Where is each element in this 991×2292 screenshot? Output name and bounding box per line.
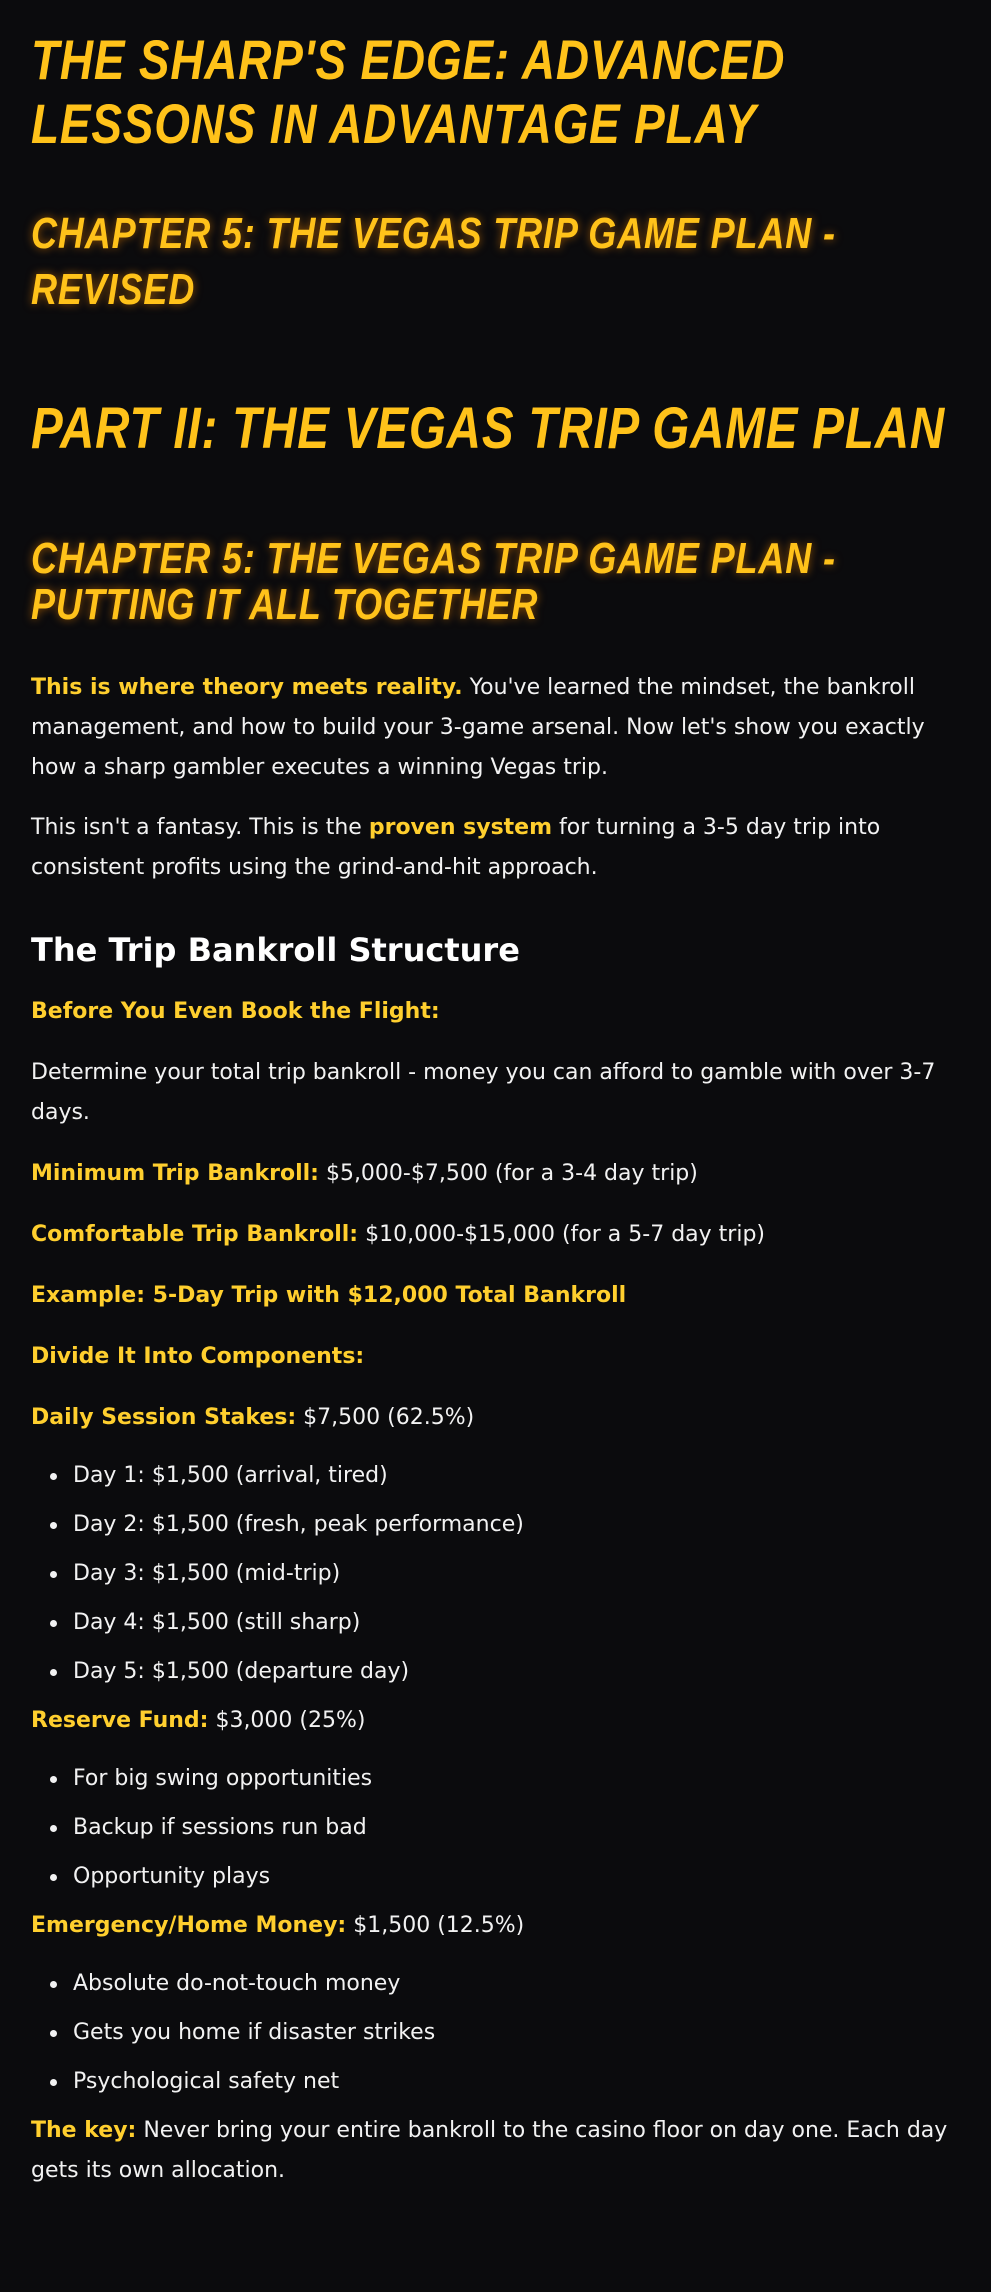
list-item: Gets you home if disaster strikes: [73, 2013, 960, 2053]
list-item: Day 4: $1,500 (still sharp): [73, 1603, 960, 1643]
min-bankroll-value: $5,000-$7,500 (for a 3-4 day trip): [318, 1161, 698, 1186]
section-heading: The Trip Bankroll Structure: [31, 931, 520, 969]
reserve-line: [31, 1701, 960, 1741]
comfortable-bankroll-label: Comfortable Trip Bankroll:: [31, 1222, 359, 1247]
determine-paragraph: Determine your total trip bankroll - money you can afford to gamble with over 3-7 days.: [31, 1060, 936, 1125]
chapter-together-heading: CHAPTER 5: THE VEGAS TRIP GAME PLAN - PUTTING IT ALL TOGETHER: [31, 534, 836, 629]
intro2-bold: proven system: [368, 815, 553, 840]
example-heading: Example: 5-Day Trip with $12,000 Total Bankroll: [31, 1283, 627, 1308]
intro-paragraph-2: [31, 808, 960, 888]
before-book-label: Before You Even Book the Flight:: [31, 999, 440, 1024]
list-item: Absolute do-not-touch money: [73, 1964, 960, 2004]
emergency-line: [31, 1906, 960, 1946]
list-item: Psychological safety net: [73, 2062, 960, 2102]
list-item: Day 5: $1,500 (departure day): [73, 1652, 960, 1692]
daily-stakes-value: $7,500 (62.5%): [296, 1405, 475, 1430]
reserve-list: [31, 1759, 960, 1897]
min-bankroll-line: [31, 1154, 960, 1194]
daily-stakes-line: [31, 1398, 960, 1438]
emergency-value: $1,500 (12.5%): [346, 1913, 525, 1938]
reserve-label: Reserve Fund:: [31, 1708, 209, 1733]
intro2-text-a: This isn't a fantasy. This is the: [31, 815, 369, 840]
part-title: PART II: THE VEGAS TRIP GAME PLAN: [31, 396, 946, 461]
list-item: Day 2: $1,500 (fresh, peak performance): [73, 1505, 960, 1545]
min-bankroll-label: Minimum Trip Bankroll:: [31, 1161, 319, 1186]
divide-heading: Divide It Into Components:: [31, 1344, 365, 1369]
comfortable-bankroll-value: $10,000-$15,000 (for a 5-7 day trip): [358, 1222, 765, 1247]
list-item: Backup if sessions run bad: [73, 1808, 960, 1848]
chapter-revised-heading: CHAPTER 5: THE VEGAS TRIP GAME PLAN - REVISED: [31, 209, 836, 314]
reserve-value: $3,000 (25%): [208, 1708, 366, 1733]
comfortable-bankroll-line: [31, 1215, 960, 1255]
intro-paragraph-1: [31, 668, 960, 788]
daily-stakes-label: Daily Session Stakes:: [31, 1405, 297, 1430]
intro2-text-b: for turning a 3-5 day trip into consistent profits using the grind-and-hit approach.: [31, 815, 881, 880]
key-text: Never bring your entire bankroll to the casino floor on day one. Each day gets its own allocation.: [31, 2118, 948, 2183]
emergency-list: [31, 1964, 960, 2102]
list-item: Opportunity plays: [73, 1857, 960, 1897]
intro-text: You've learned the mindset, the bankroll management, and how to build your 3-game arsenal. Now let's show you exactly how a sharp gambler executes a winning Vegas trip.: [31, 675, 925, 780]
key-paragraph: [31, 2111, 960, 2191]
key-label: The key:: [31, 2118, 137, 2143]
list-item: For big swing opportunities: [73, 1759, 960, 1799]
list-item: Day 3: $1,500 (mid-trip): [73, 1554, 960, 1594]
intro-bold: This is where theory meets reality.: [31, 675, 463, 700]
emergency-label: Emergency/Home Money:: [31, 1913, 347, 1938]
book-title: THE SHARP'S EDGE: ADVANCED LESSONS IN ADVANTAGE PLAY: [31, 28, 786, 155]
daily-list: [31, 1456, 960, 1692]
list-item: Day 1: $1,500 (arrival, tired): [73, 1456, 960, 1496]
